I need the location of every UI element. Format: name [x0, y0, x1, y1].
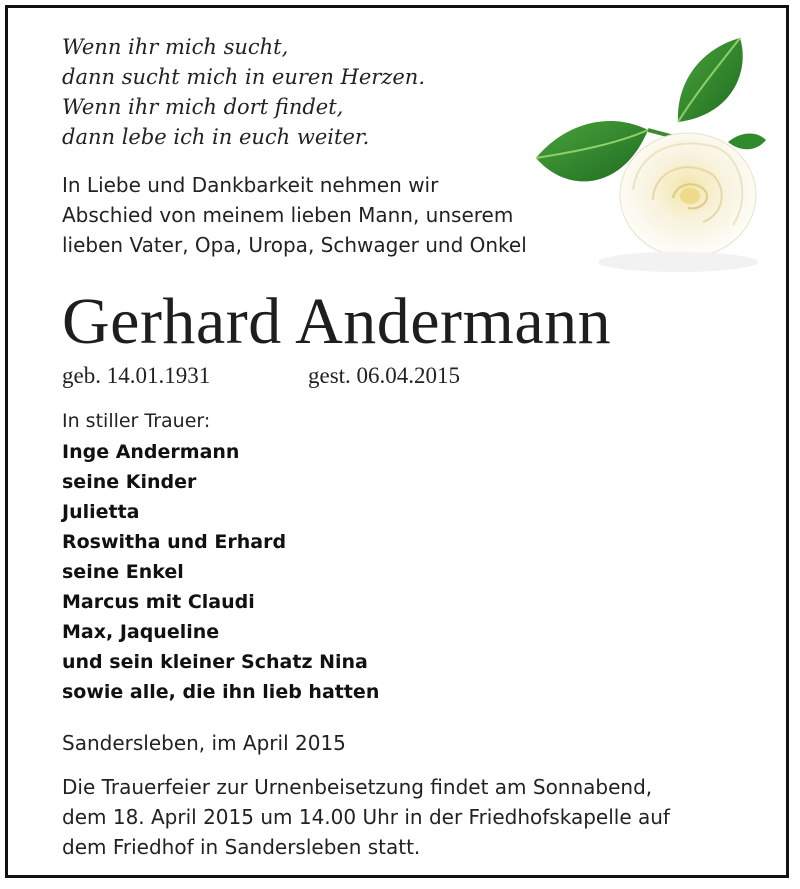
death-date: gest. 06.04.2015 — [308, 363, 461, 388]
intro-text — [62, 170, 527, 260]
mourner: und sein kleiner Schatz Nina — [62, 651, 368, 673]
birth-date: geb. 14.01.1931 — [62, 363, 211, 388]
mourner: Marcus mit Claudi — [62, 591, 255, 613]
mourner: seine Enkel — [62, 561, 184, 583]
poem-line: Wenn ihr mich dort findet, — [62, 95, 344, 119]
white-rose-icon — [528, 30, 768, 280]
poem-line: dann lebe ich in euch weiter. — [62, 125, 370, 149]
poem-line: Wenn ihr mich sucht, — [62, 35, 289, 59]
intro-line: In Liebe und Dankbarkeit nehmen wir — [62, 173, 439, 197]
poem-line: dann sucht mich in euren Herzen. — [62, 65, 425, 89]
intro-line: lieben Vater, Opa, Uropa, Schwager und Onkel — [62, 233, 527, 257]
service-line: dem 18. April 2015 um 14.00 Uhr in der Friedhofskapelle auf — [62, 805, 670, 829]
mourners-list — [62, 437, 379, 707]
life-dates — [62, 362, 461, 390]
service-info — [62, 772, 670, 862]
mourner: Julietta — [62, 501, 140, 523]
mourner: sowie alle, die ihn lieb hatten — [62, 681, 380, 703]
deceased-name: Gerhard Andermann — [62, 285, 612, 358]
poem — [62, 32, 425, 152]
mourner: Inge Andermann — [62, 441, 240, 463]
service-line: dem Friedhof in Sandersleben statt. — [62, 835, 421, 859]
mourners-label: In stiller Trauer: — [62, 410, 211, 432]
mourner: Roswitha und Erhard — [62, 531, 287, 553]
mourner: seine Kinder — [62, 471, 197, 493]
intro-line: Abschied von meinem lieben Mann, unserem — [62, 203, 514, 227]
mourner: Max, Jaqueline — [62, 621, 220, 643]
service-line: Die Trauerfeier zur Urnenbeisetzung findet am Sonnabend, — [62, 775, 653, 799]
place-date: Sandersleben, im April 2015 — [62, 731, 346, 755]
